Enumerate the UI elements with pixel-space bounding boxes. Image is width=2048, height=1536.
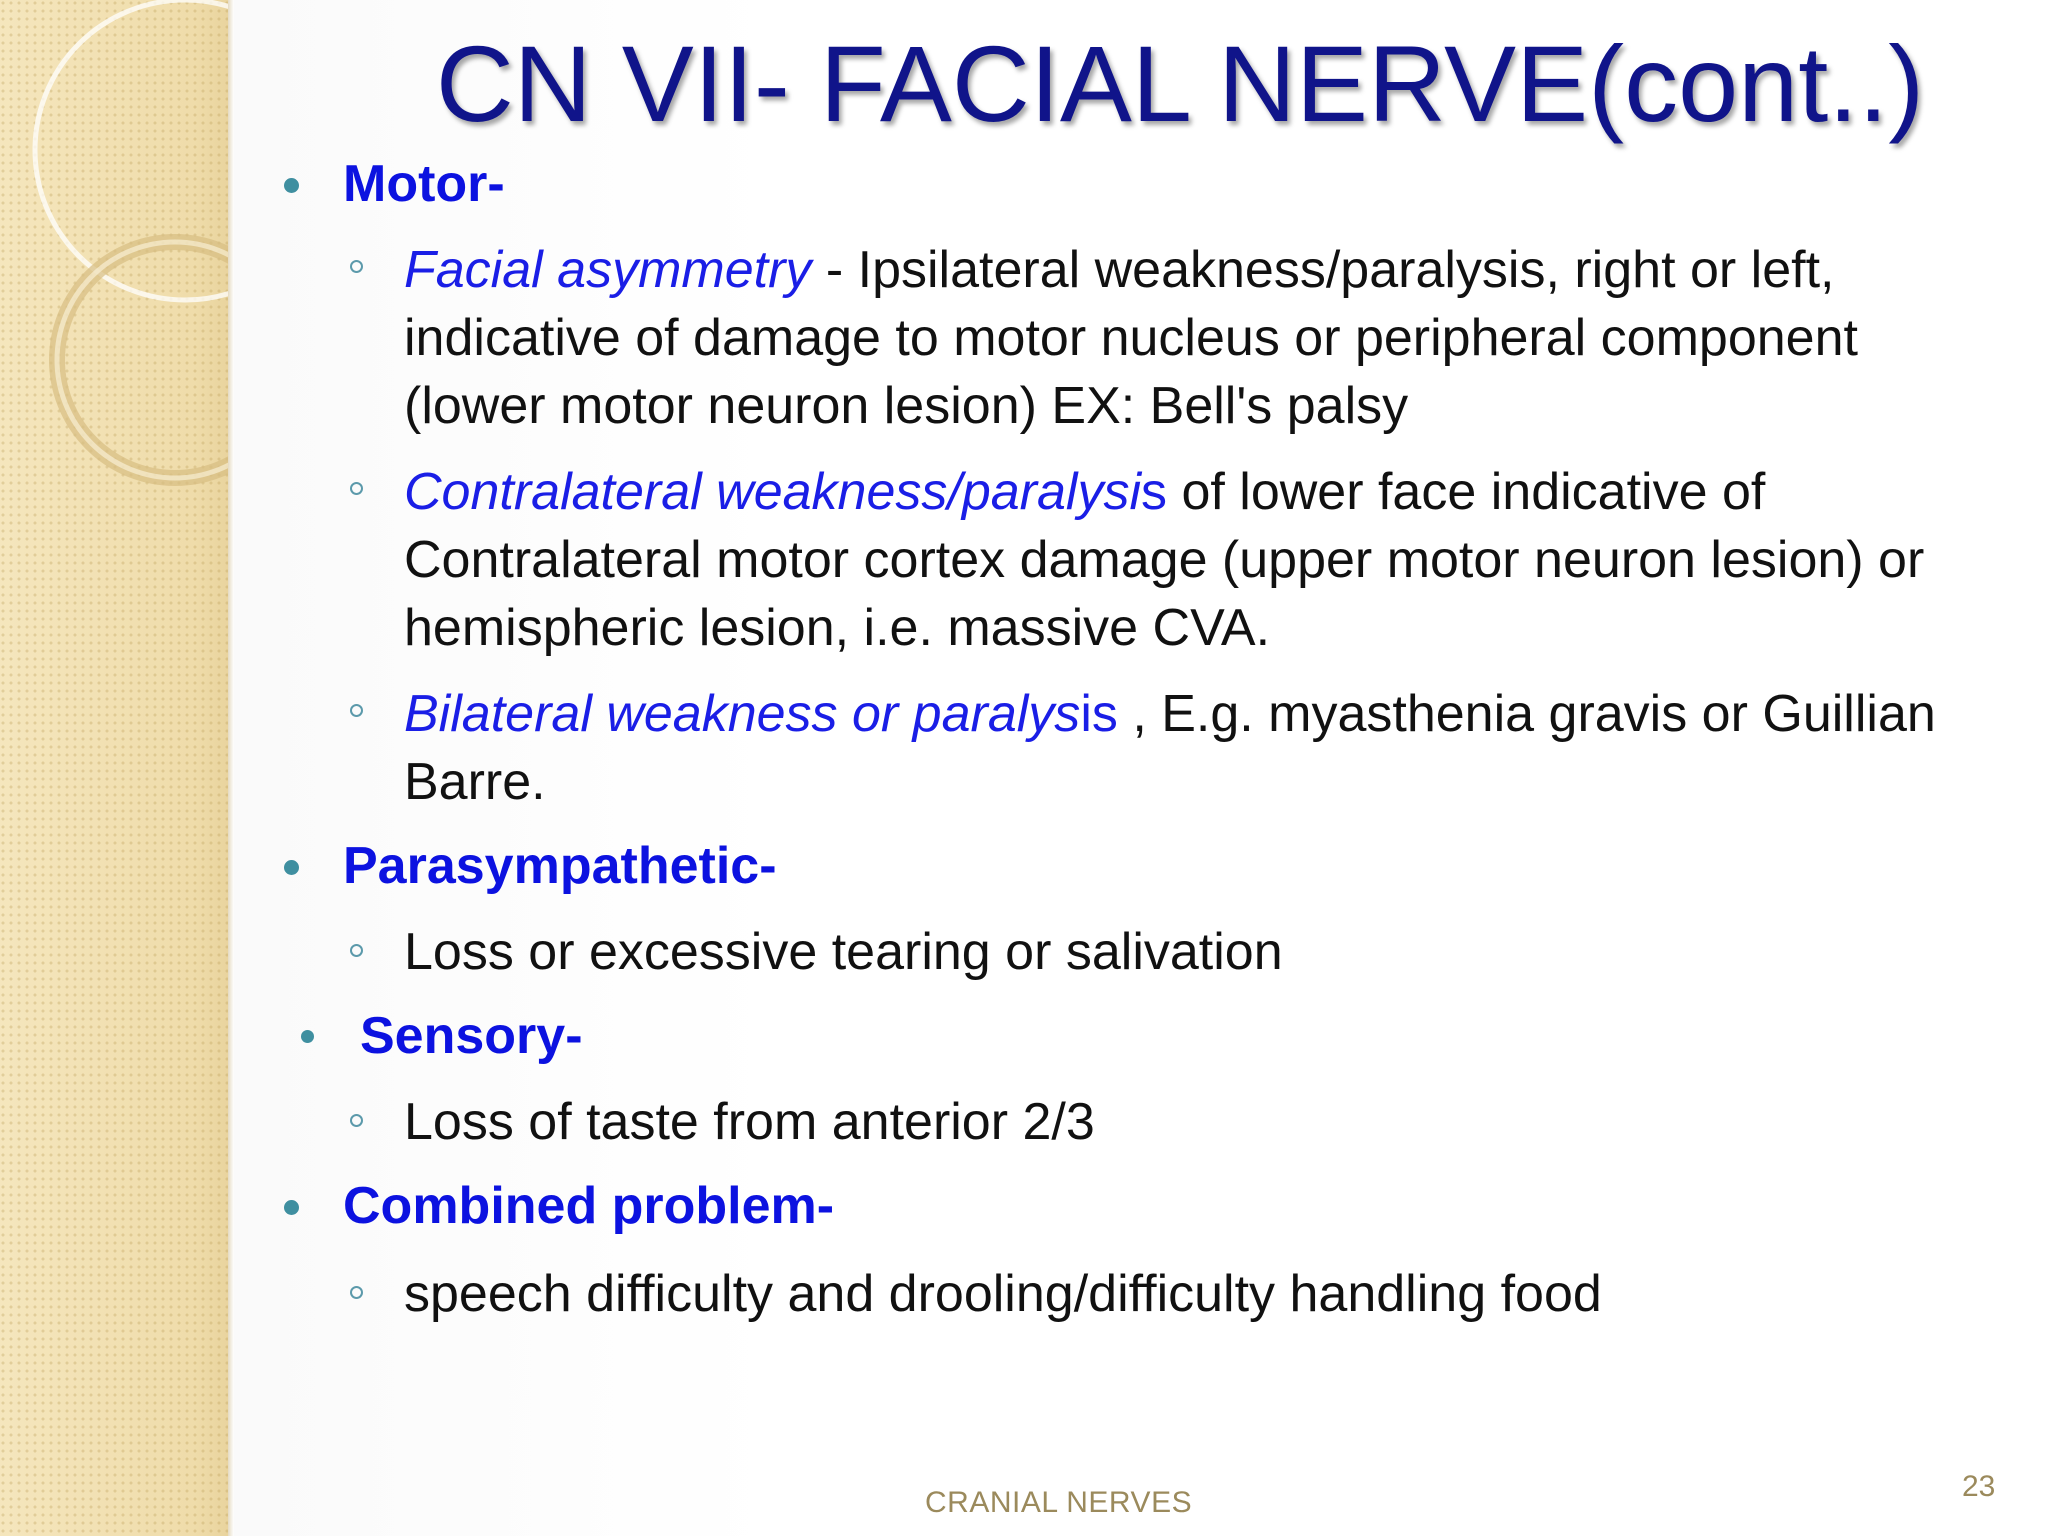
page-number: 23 [1962,1470,1996,1503]
motor-item-3-emphasis: Bilateral weakness or paralys [404,685,1081,743]
motor-item-contralateral [404,458,2004,662]
sub-bullet-icon [350,482,363,495]
motor-item-2-emphasis-suffix: s [1141,463,1168,521]
sub-bullet-icon [350,704,363,717]
motor-item-2-text: of lower face indicative of Contralateral motor cortex damage (upper motor neuron lesion) or hemispheric lesion, i.e. massive CVA. [404,463,1925,657]
motor-item-bilateral [404,680,2004,816]
heading-sensory: Sensory- [360,1007,583,1065]
motor-item-1-text: - Ipsilateral weakness/paralysis, right or left, indicative of damage to motor nucleus or peripheral component (lower motor neuron lesion) EX: Bell's palsy [404,241,1858,435]
sub-bullet-icon [350,260,363,273]
motor-item-1-emphasis: Facial asymmetry [404,241,812,299]
motor-item-facial-asymmetry [404,236,2004,440]
slide-footer: CRANIAL NERVES [925,1486,1193,1519]
motor-item-3-text: , E.g. myasthenia gravis or Guillian Barre. [404,685,1936,811]
sub-bullet-icon [350,1286,363,1299]
sub-bullet-icon [350,944,363,957]
bullet-icon [284,1200,299,1215]
parasympathetic-item: Loss or excessive tearing or salivation [404,923,1283,981]
sensory-item: Loss of taste from anterior 2/3 [404,1093,1095,1151]
heading-motor: Motor- [343,155,505,213]
motor-item-3-emphasis-suffix: is [1080,685,1118,743]
bullet-icon [284,860,299,875]
bullet-icon [284,178,299,193]
bullet-icon [301,1030,314,1043]
slide-title: CN VII- FACIAL NERVE(cont..) [435,23,1925,144]
motor-item-2-emphasis: Contralateral weakness/paralysi [404,463,1142,521]
heading-combined-problem: Combined problem- [343,1177,835,1235]
heading-parasympathetic: Parasympathetic- [343,837,777,895]
combined-item: speech difficulty and drooling/difficulty handling food [404,1265,1602,1323]
sub-bullet-icon [350,1114,363,1127]
